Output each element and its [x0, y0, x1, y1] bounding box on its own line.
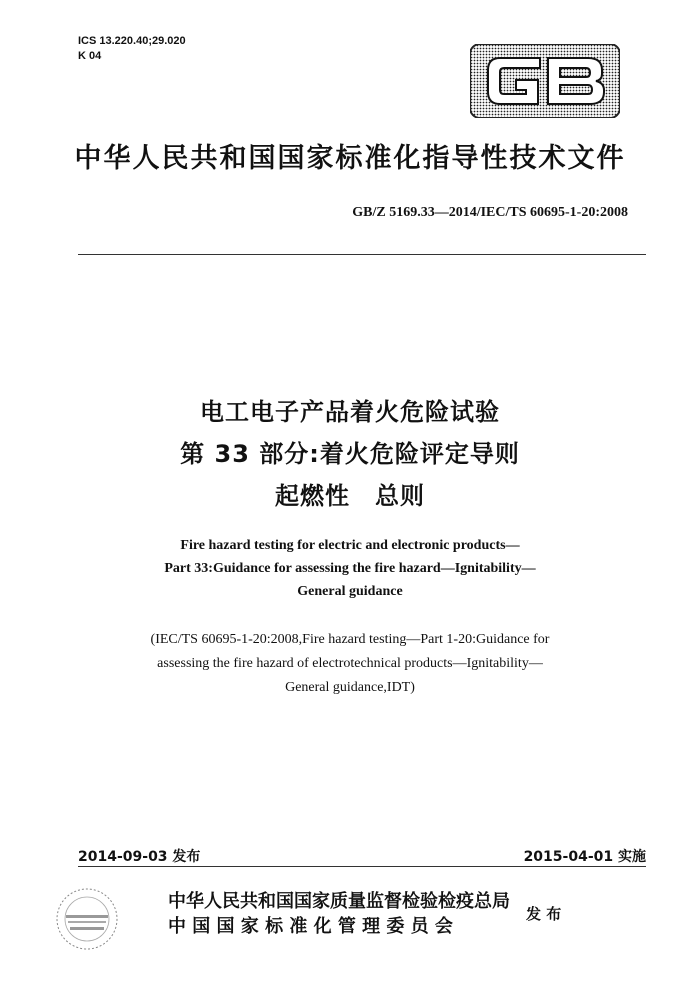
header-divider — [78, 254, 646, 255]
implement-date: 2015-04-01 实施 — [523, 849, 646, 865]
gb-logo — [470, 44, 620, 118]
date-divider — [78, 866, 646, 867]
equivalence-line3: General guidance,IDT) — [285, 680, 415, 695]
equivalence-line1: (IEC/TS 60695-1-20:2008,Fire hazard testing—Part 1-20:Guidance for — [150, 632, 550, 647]
standard-number: GB/Z 5169.33—2014/IEC/TS 60695-1-20:2008 — [352, 205, 628, 220]
ics-code: ICS 13.220.40;29.020 — [78, 35, 186, 47]
title-cn-line2: 第 33 部分:着火危险评定导则 — [180, 440, 520, 468]
issuer-line1: 中华人民共和国国家质量监督检验检疫总局 — [168, 891, 510, 912]
title-en-line3: General guidance — [297, 584, 403, 599]
gb-logo-icon — [470, 44, 620, 118]
title-en-line2: Part 33:Guidance for assessing the fire hazard—Ignitability— — [164, 561, 536, 576]
seal-stamp — [54, 886, 120, 952]
issuer-line2: 中 国 国 家 标 准 化 管 理 委 员 会 — [168, 916, 453, 937]
equivalence-line2: assessing the fire hazard of electrotechnical products—Ignitability— — [157, 656, 543, 671]
issue-date: 2014-09-03 发布 — [78, 849, 201, 865]
publish-label: 发 布 — [526, 905, 562, 923]
title-en-line1: Fire hazard testing for electric and electronic products— — [180, 538, 520, 553]
ccs-code: K 04 — [78, 50, 102, 62]
title-cn-line3: 起燃性 总则 — [275, 482, 425, 510]
document-category-title: 中华人民共和国国家标准化指导性技术文件 — [74, 143, 626, 174]
seal-stamp-icon — [54, 886, 120, 952]
title-cn-line1: 电工电子产品着火危险试验 — [200, 398, 500, 426]
classification-codes — [78, 34, 186, 64]
